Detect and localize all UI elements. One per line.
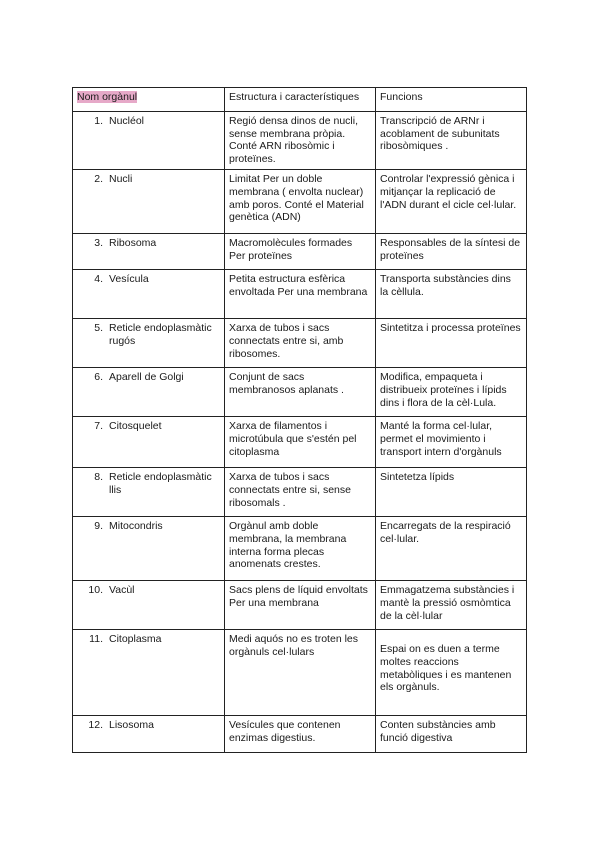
- header-functions: Funcions: [376, 88, 527, 112]
- table-row: [73, 112, 527, 170]
- row-number: 3.: [94, 237, 103, 250]
- organelle-name-cell: [73, 468, 225, 517]
- table-row: [73, 319, 527, 368]
- row-number: 10.: [88, 584, 103, 597]
- row-number: 5.: [94, 322, 103, 335]
- table-row: [73, 630, 527, 716]
- function-text: Espai on es duen a terme moltes reaccions metabòliques i es mantenen els orgànuls.: [380, 643, 512, 694]
- structure-cell: Xarxa de tubos i sacs connectats entre si, sense ribosomals .: [225, 468, 376, 517]
- row-number: 7.: [94, 420, 103, 433]
- organelle-name: Ribosoma: [109, 237, 157, 250]
- function-cell: [376, 630, 527, 716]
- table-row: [73, 417, 527, 468]
- row-number: 1.: [94, 115, 103, 127]
- organelle-name: Citosquelet: [109, 420, 162, 433]
- table-row: [73, 517, 527, 581]
- organelle-name: Lisosoma: [109, 719, 154, 732]
- structure-cell: Macromolècules formades Per proteïnes: [225, 234, 376, 270]
- organelles-table: [72, 87, 527, 753]
- structure-cell: Xarxa de filamentos i microtúbula que s'estén pel citoplasma: [225, 417, 376, 468]
- function-cell: Responsables de la síntesi de proteïnes: [376, 234, 527, 270]
- structure-cell: Xarxa de tubos i sacs connectats entre si, amb ribosomes.: [225, 319, 376, 368]
- table-row: [73, 170, 527, 234]
- organelle-name-cell: [73, 581, 225, 630]
- organelle-name: Vesícula: [109, 273, 149, 286]
- function-cell: Manté la forma cel·lular, permet el movimiento i transport intern d'orgànuls: [376, 417, 527, 468]
- table-row: [73, 368, 527, 417]
- header-structure: Estructura i característiques: [225, 88, 376, 112]
- table-row: [73, 234, 527, 270]
- structure-cell: Regió densa dinos de nucli, sense membrana pròpia. Conté ARN ribosòmic i proteïnes.: [225, 112, 376, 170]
- organelle-name: Nucléol: [109, 115, 145, 127]
- structure-cell: Sacs plens de líquid envoltats Per una membrana: [225, 581, 376, 630]
- structure-cell: Petita estructura esfèrica envoltada Per una membrana: [225, 270, 376, 319]
- header-organelle-name: [73, 88, 225, 112]
- organelle-name: Reticle endoplasmàtic rugós: [109, 322, 212, 347]
- organelle-name: Nucli: [109, 173, 133, 186]
- row-number: 12.: [88, 719, 103, 732]
- structure-cell: Vesícules que contenen enzimas digestius.: [225, 716, 376, 753]
- function-cell: Sintetitza i processa proteïnes: [376, 319, 527, 368]
- row-number: 8.: [94, 471, 103, 484]
- table-row: [73, 716, 527, 753]
- function-cell: Controlar l'expressió gènica i mitjançar la replicació de l'ADN durant el cicle cel·lular.: [376, 170, 527, 234]
- highlighted-header-text: Nom orgànul: [77, 91, 138, 103]
- row-number: 6.: [94, 371, 103, 384]
- organelle-name: Vacùl: [109, 584, 135, 597]
- organelle-name-cell: [73, 630, 225, 716]
- organelle-name-cell: [73, 319, 225, 368]
- organelle-name-cell: [73, 368, 225, 417]
- structure-cell: Medi aquós no es troten les orgànuls cel·lulars: [225, 630, 376, 716]
- organelle-name-cell: [73, 112, 225, 170]
- organelle-name-cell: [73, 234, 225, 270]
- function-cell: Sintetetza lípids: [376, 468, 527, 517]
- table-row: [73, 468, 527, 517]
- organelle-name-cell: [73, 170, 225, 234]
- cell-spacer: [380, 633, 522, 643]
- organelle-name: Aparell de Golgi: [109, 371, 184, 384]
- table-row: [73, 270, 527, 319]
- organelle-name: Mitocondris: [109, 520, 163, 533]
- function-cell: Encarregats de la respiració cel·lular.: [376, 517, 527, 581]
- organelle-name: Reticle endoplasmàtic llis: [109, 471, 212, 496]
- table-header-row: [73, 88, 527, 112]
- row-number: 9.: [94, 520, 103, 533]
- function-cell: Transcripció de ARNr i acoblament de subunitats ribosòmiques .: [376, 112, 527, 170]
- table-row: [73, 581, 527, 630]
- structure-cell: Conjunt de sacs membranosos aplanats .: [225, 368, 376, 417]
- structure-cell: Limitat Per un doble membrana ( envolta nuclear) amb poros. Conté el Material genètica (ADN): [225, 170, 376, 234]
- organelle-name-cell: [73, 417, 225, 468]
- organelle-name-cell: [73, 270, 225, 319]
- organelle-name: Citoplasma: [109, 633, 162, 646]
- row-number: 11.: [89, 633, 103, 646]
- organelle-name-cell: [73, 517, 225, 581]
- function-cell: Conten substàncies amb funció digestiva: [376, 716, 527, 753]
- structure-cell: Orgànul amb doble membrana, la membrana interna forma plecas anomenats crestes.: [225, 517, 376, 581]
- row-number: 2.: [94, 173, 103, 186]
- row-number: 4.: [94, 273, 103, 286]
- organelle-name-cell: [73, 716, 225, 753]
- function-cell: Emmagatzema substàncies i mantè la pressió osmòmtica de la cèl·lular: [376, 581, 527, 630]
- function-cell: Modifica, empaqueta i distribueix proteïnes i lípids dins i flora de la cèl·Lula.: [376, 368, 527, 417]
- function-cell: Transporta substàncies dins la cèllula.: [376, 270, 527, 319]
